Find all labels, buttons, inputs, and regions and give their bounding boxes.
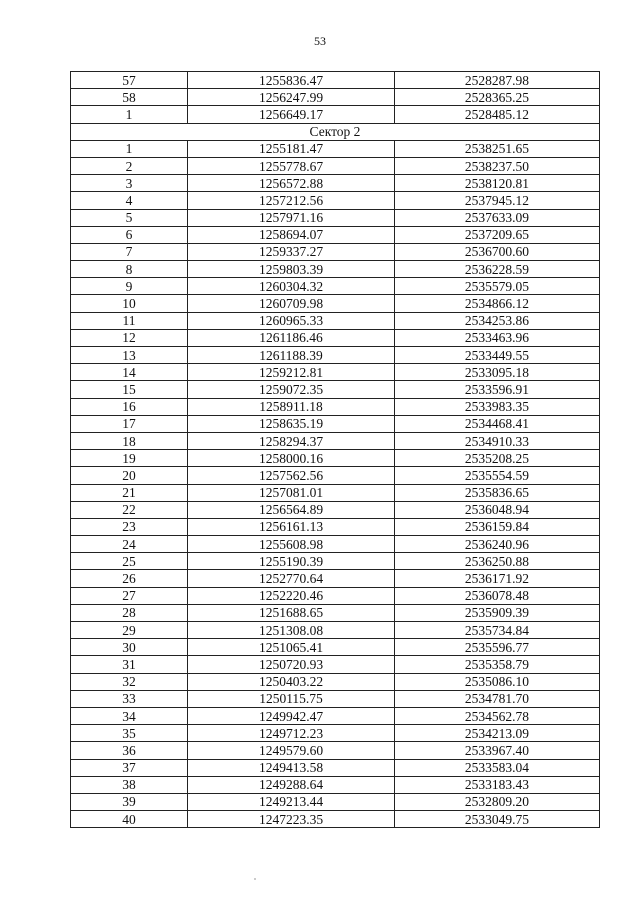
y-coordinate-cell: 2533583.04 xyxy=(395,759,600,776)
x-coordinate-cell: 1255190.39 xyxy=(188,553,395,570)
point-number-cell: 26 xyxy=(71,570,188,587)
x-coordinate-cell: 1256564.89 xyxy=(188,501,395,518)
x-coordinate-cell: 1258000.16 xyxy=(188,450,395,467)
y-coordinate-cell: 2536078.48 xyxy=(395,587,600,604)
x-coordinate-cell: 1261188.39 xyxy=(188,347,395,364)
x-coordinate-cell: 1257212.56 xyxy=(188,192,395,209)
point-number-cell: 14 xyxy=(71,364,188,381)
point-number-cell: 27 xyxy=(71,587,188,604)
x-coordinate-cell: 1249579.60 xyxy=(188,742,395,759)
point-number-cell: 13 xyxy=(71,347,188,364)
point-number-cell: 15 xyxy=(71,381,188,398)
y-coordinate-cell: 2536159.84 xyxy=(395,518,600,535)
x-coordinate-cell: 1258694.07 xyxy=(188,226,395,243)
x-coordinate-cell: 1249712.23 xyxy=(188,725,395,742)
y-coordinate-cell: 2537633.09 xyxy=(395,209,600,226)
table-row xyxy=(71,209,600,226)
point-number-cell: 24 xyxy=(71,536,188,553)
point-number-cell: 10 xyxy=(71,295,188,312)
x-coordinate-cell: 1255181.47 xyxy=(188,140,395,157)
y-coordinate-cell: 2536700.60 xyxy=(395,243,600,260)
x-coordinate-cell: 1255778.67 xyxy=(188,157,395,174)
y-coordinate-cell: 2535596.77 xyxy=(395,639,600,656)
x-coordinate-cell: 1260304.32 xyxy=(188,278,395,295)
y-coordinate-cell: 2528287.98 xyxy=(395,72,600,89)
y-coordinate-cell: 2534562.78 xyxy=(395,707,600,724)
table-row xyxy=(71,725,600,742)
x-coordinate-cell: 1257081.01 xyxy=(188,484,395,501)
y-coordinate-cell: 2533049.75 xyxy=(395,811,600,828)
y-coordinate-cell: 2528485.12 xyxy=(395,106,600,123)
point-number-cell: 57 xyxy=(71,72,188,89)
table-row xyxy=(71,467,600,484)
x-coordinate-cell: 1256161.13 xyxy=(188,518,395,535)
table-row xyxy=(71,432,600,449)
point-number-cell: 35 xyxy=(71,725,188,742)
point-number-cell: 33 xyxy=(71,690,188,707)
y-coordinate-cell: 2534781.70 xyxy=(395,690,600,707)
x-coordinate-cell: 1259337.27 xyxy=(188,243,395,260)
point-number-cell: 23 xyxy=(71,518,188,535)
table-row xyxy=(71,536,600,553)
point-number-cell: 12 xyxy=(71,329,188,346)
y-coordinate-cell: 2535358.79 xyxy=(395,656,600,673)
x-coordinate-cell: 1256572.88 xyxy=(188,175,395,192)
y-coordinate-cell: 2538251.65 xyxy=(395,140,600,157)
x-coordinate-cell: 1250403.22 xyxy=(188,673,395,690)
table-row xyxy=(71,639,600,656)
x-coordinate-cell: 1251308.08 xyxy=(188,622,395,639)
scan-speck xyxy=(254,878,256,880)
table-row xyxy=(71,295,600,312)
table-row xyxy=(71,243,600,260)
table-row xyxy=(71,587,600,604)
y-coordinate-cell: 2537209.65 xyxy=(395,226,600,243)
x-coordinate-cell: 1257971.16 xyxy=(188,209,395,226)
point-number-cell: 31 xyxy=(71,656,188,673)
y-coordinate-cell: 2534910.33 xyxy=(395,432,600,449)
point-number-cell: 40 xyxy=(71,811,188,828)
table-row xyxy=(71,759,600,776)
x-coordinate-cell: 1259803.39 xyxy=(188,261,395,278)
y-coordinate-cell: 2535579.05 xyxy=(395,278,600,295)
y-coordinate-cell: 2535554.59 xyxy=(395,467,600,484)
coordinates-table-body xyxy=(71,72,600,828)
y-coordinate-cell: 2535734.84 xyxy=(395,622,600,639)
y-coordinate-cell: 2533095.18 xyxy=(395,364,600,381)
point-number-cell: 19 xyxy=(71,450,188,467)
x-coordinate-cell: 1261186.46 xyxy=(188,329,395,346)
table-row xyxy=(71,72,600,89)
table-row xyxy=(71,707,600,724)
point-number-cell: 6 xyxy=(71,226,188,243)
y-coordinate-cell: 2536240.96 xyxy=(395,536,600,553)
point-number-cell: 8 xyxy=(71,261,188,278)
point-number-cell: 32 xyxy=(71,673,188,690)
y-coordinate-cell: 2534253.86 xyxy=(395,312,600,329)
sector-header-row xyxy=(71,123,600,140)
table-row xyxy=(71,192,600,209)
y-coordinate-cell: 2528365.25 xyxy=(395,89,600,106)
table-row xyxy=(71,381,600,398)
page-number: 53 xyxy=(314,34,326,48)
y-coordinate-cell: 2538120.81 xyxy=(395,175,600,192)
y-coordinate-cell: 2535909.39 xyxy=(395,604,600,621)
x-coordinate-cell: 1255608.98 xyxy=(188,536,395,553)
x-coordinate-cell: 1260709.98 xyxy=(188,295,395,312)
x-coordinate-cell: 1259212.81 xyxy=(188,364,395,381)
x-coordinate-cell: 1249413.58 xyxy=(188,759,395,776)
y-coordinate-cell: 2536228.59 xyxy=(395,261,600,278)
table-row xyxy=(71,742,600,759)
y-coordinate-cell: 2534213.09 xyxy=(395,725,600,742)
table-row xyxy=(71,415,600,432)
point-number-cell: 20 xyxy=(71,467,188,484)
y-coordinate-cell: 2533983.35 xyxy=(395,398,600,415)
point-number-cell: 22 xyxy=(71,501,188,518)
x-coordinate-cell: 1260965.33 xyxy=(188,312,395,329)
y-coordinate-cell: 2536048.94 xyxy=(395,501,600,518)
table-row xyxy=(71,157,600,174)
x-coordinate-cell: 1247223.35 xyxy=(188,811,395,828)
point-number-cell: 3 xyxy=(71,175,188,192)
y-coordinate-cell: 2533967.40 xyxy=(395,742,600,759)
table-row xyxy=(71,690,600,707)
y-coordinate-cell: 2535086.10 xyxy=(395,673,600,690)
x-coordinate-cell: 1249942.47 xyxy=(188,707,395,724)
point-number-cell: 4 xyxy=(71,192,188,209)
x-coordinate-cell: 1249288.64 xyxy=(188,776,395,793)
x-coordinate-cell: 1251688.65 xyxy=(188,604,395,621)
point-number-cell: 7 xyxy=(71,243,188,260)
point-number-cell: 34 xyxy=(71,707,188,724)
x-coordinate-cell: 1249213.44 xyxy=(188,793,395,810)
table-row xyxy=(71,89,600,106)
x-coordinate-cell: 1258911.18 xyxy=(188,398,395,415)
x-coordinate-cell: 1256247.99 xyxy=(188,89,395,106)
y-coordinate-cell: 2533449.55 xyxy=(395,347,600,364)
table-row xyxy=(71,261,600,278)
x-coordinate-cell: 1259072.35 xyxy=(188,381,395,398)
table-row xyxy=(71,570,600,587)
table-row xyxy=(71,484,600,501)
table-row xyxy=(71,140,600,157)
table-row xyxy=(71,347,600,364)
y-coordinate-cell: 2534468.41 xyxy=(395,415,600,432)
y-coordinate-cell: 2533596.91 xyxy=(395,381,600,398)
table-row xyxy=(71,501,600,518)
table-row xyxy=(71,604,600,621)
point-number-cell: 16 xyxy=(71,398,188,415)
point-number-cell: 28 xyxy=(71,604,188,621)
point-number-cell: 9 xyxy=(71,278,188,295)
point-number-cell: 18 xyxy=(71,432,188,449)
table-row xyxy=(71,656,600,673)
y-coordinate-cell: 2538237.50 xyxy=(395,157,600,174)
table-row xyxy=(71,811,600,828)
table-row xyxy=(71,106,600,123)
table-row xyxy=(71,776,600,793)
y-coordinate-cell: 2537945.12 xyxy=(395,192,600,209)
sector-title: Сектор 2 xyxy=(71,123,600,140)
table-row xyxy=(71,364,600,381)
y-coordinate-cell: 2535208.25 xyxy=(395,450,600,467)
x-coordinate-cell: 1251065.41 xyxy=(188,639,395,656)
x-coordinate-cell: 1252220.46 xyxy=(188,587,395,604)
x-coordinate-cell: 1255836.47 xyxy=(188,72,395,89)
point-number-cell: 36 xyxy=(71,742,188,759)
x-coordinate-cell: 1252770.64 xyxy=(188,570,395,587)
x-coordinate-cell: 1258635.19 xyxy=(188,415,395,432)
y-coordinate-cell: 2536250.88 xyxy=(395,553,600,570)
point-number-cell: 39 xyxy=(71,793,188,810)
x-coordinate-cell: 1256649.17 xyxy=(188,106,395,123)
x-coordinate-cell: 1257562.56 xyxy=(188,467,395,484)
table-row xyxy=(71,553,600,570)
table-row xyxy=(71,398,600,415)
x-coordinate-cell: 1258294.37 xyxy=(188,432,395,449)
table-row xyxy=(71,175,600,192)
table-row xyxy=(71,518,600,535)
table-row xyxy=(71,278,600,295)
coordinates-table xyxy=(70,71,600,828)
table-row xyxy=(71,673,600,690)
point-number-cell: 17 xyxy=(71,415,188,432)
point-number-cell: 30 xyxy=(71,639,188,656)
point-number-cell: 58 xyxy=(71,89,188,106)
point-number-cell: 21 xyxy=(71,484,188,501)
point-number-cell: 38 xyxy=(71,776,188,793)
table-row xyxy=(71,450,600,467)
table-row xyxy=(71,329,600,346)
point-number-cell: 25 xyxy=(71,553,188,570)
point-number-cell: 1 xyxy=(71,140,188,157)
x-coordinate-cell: 1250720.93 xyxy=(188,656,395,673)
point-number-cell: 5 xyxy=(71,209,188,226)
point-number-cell: 37 xyxy=(71,759,188,776)
point-number-cell: 1 xyxy=(71,106,188,123)
y-coordinate-cell: 2533183.43 xyxy=(395,776,600,793)
x-coordinate-cell: 1250115.75 xyxy=(188,690,395,707)
y-coordinate-cell: 2534866.12 xyxy=(395,295,600,312)
y-coordinate-cell: 2532809.20 xyxy=(395,793,600,810)
table-row xyxy=(71,622,600,639)
y-coordinate-cell: 2533463.96 xyxy=(395,329,600,346)
y-coordinate-cell: 2536171.92 xyxy=(395,570,600,587)
table-row xyxy=(71,312,600,329)
table-row xyxy=(71,226,600,243)
point-number-cell: 11 xyxy=(71,312,188,329)
point-number-cell: 29 xyxy=(71,622,188,639)
y-coordinate-cell: 2535836.65 xyxy=(395,484,600,501)
point-number-cell: 2 xyxy=(71,157,188,174)
table-row xyxy=(71,793,600,810)
